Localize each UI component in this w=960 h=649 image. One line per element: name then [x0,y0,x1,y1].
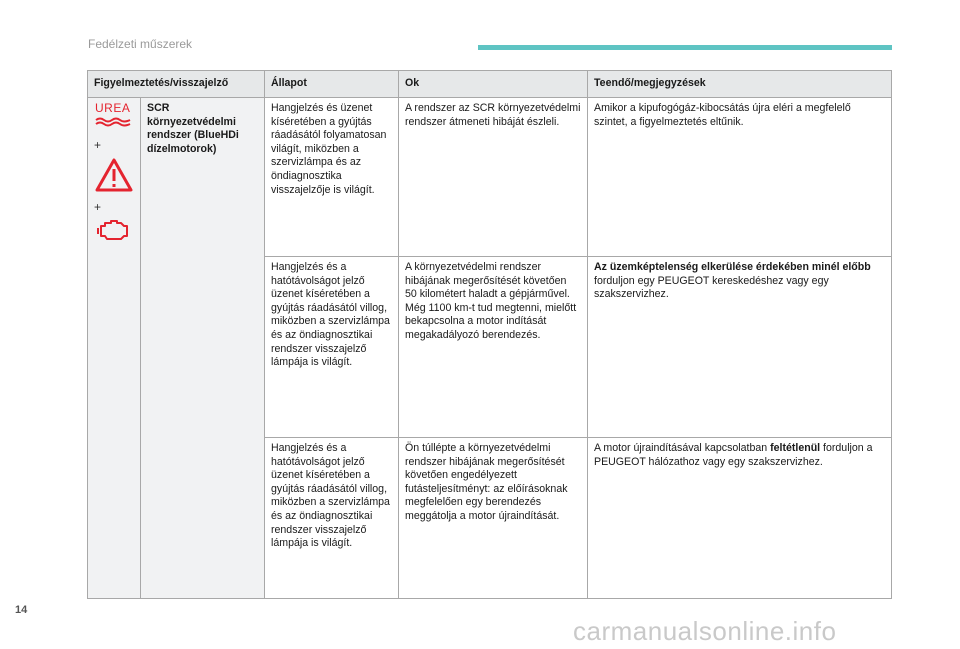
action-emphasis: Az üzemképtelenség elkerülése érdekében minél előbb [594,261,871,273]
action-text: Amikor a kipufogógáz-kibocsátás újra eléri a megfelelő szintet, a figyelmeztetés eltűnik. [594,102,851,128]
column-header: Ok [399,71,588,98]
warning-table [87,70,892,599]
column-header: Teendő/megjegyzések [588,71,892,98]
action-cell [588,438,892,599]
warning-icons-cell [88,98,141,599]
action-text: forduljon a PEUGEOT hálózathoz vagy egy szakszervizhez. [594,442,873,468]
section-accent-bar [478,45,892,50]
column-header: Figyelmeztetés/visszajelző [88,71,265,98]
plus-sign: + [94,199,102,214]
urea-label: UREA [95,101,131,115]
plus-sign: + [94,138,102,153]
engine-check-icon [97,218,131,242]
cause-cell: A környezetvédelmi rendszer hibájának megerősítését követően 50 kilométert haladt a gépjárművel. Még 1100 km-t tud megtenni, mielőtt bekapcsolna a motor indítását megakadályozó berendezés. [399,257,588,438]
action-cell [588,98,892,257]
action-cell [588,257,892,438]
column-header: Állapot [265,71,399,98]
watermark: carmanualsonline.info [573,616,837,646]
state-cell: Hangjelzés és a hatótávolságot jelző üzenet kíséretében a gyújtás ráadásától villog, miközben a szervizlámpa és az öndiagnosztikai rendszer visszajelző lámpája is világít. [265,438,399,599]
system-name: SCR környezetvédelmi rendszer (BlueHDi dízelmotorok) [141,98,265,599]
action-text-pre: A motor újraindításával kapcsolatban [594,442,771,454]
state-cell: Hangjelzés és a hatótávolságot jelző üzenet kíséretében a gyújtás ráadásától villog, miközben a szervizlámpa és az öndiagnosztikai rendszer visszajelző lámpája is világít. [265,257,399,438]
section-title: Fedélzeti műszerek [88,37,193,51]
table-header-row [88,71,892,98]
table-row [88,98,892,257]
cause-cell: A rendszer az SCR környezetvédelmi rendszer átmeneti hibáját észleli. [399,98,588,257]
urea-icon [95,102,133,131]
page-number: 14 [15,604,28,616]
action-emphasis: feltétlenül [770,442,821,454]
urea-wave-icon [95,117,131,127]
action-text: forduljon egy PEUGEOT kereskedéshez vagy egy szakszervizhez. [594,274,829,301]
cause-cell: Ön túllépte a környezetvédelmi rendszer hibájának megerősítését követően engedélyezett futásteljesítményt: az előírásoknak megfelelően egy berendezés meggátolja a motor újraindítását. [399,438,588,599]
warning-triangle-icon [94,157,134,193]
state-cell: Hangjelzés és üzenet kíséretében a gyújtás ráadásától folyamatosan világít, miközben a szervizlámpa és az öndiagnosztika visszajelzője is világít. [265,98,399,257]
